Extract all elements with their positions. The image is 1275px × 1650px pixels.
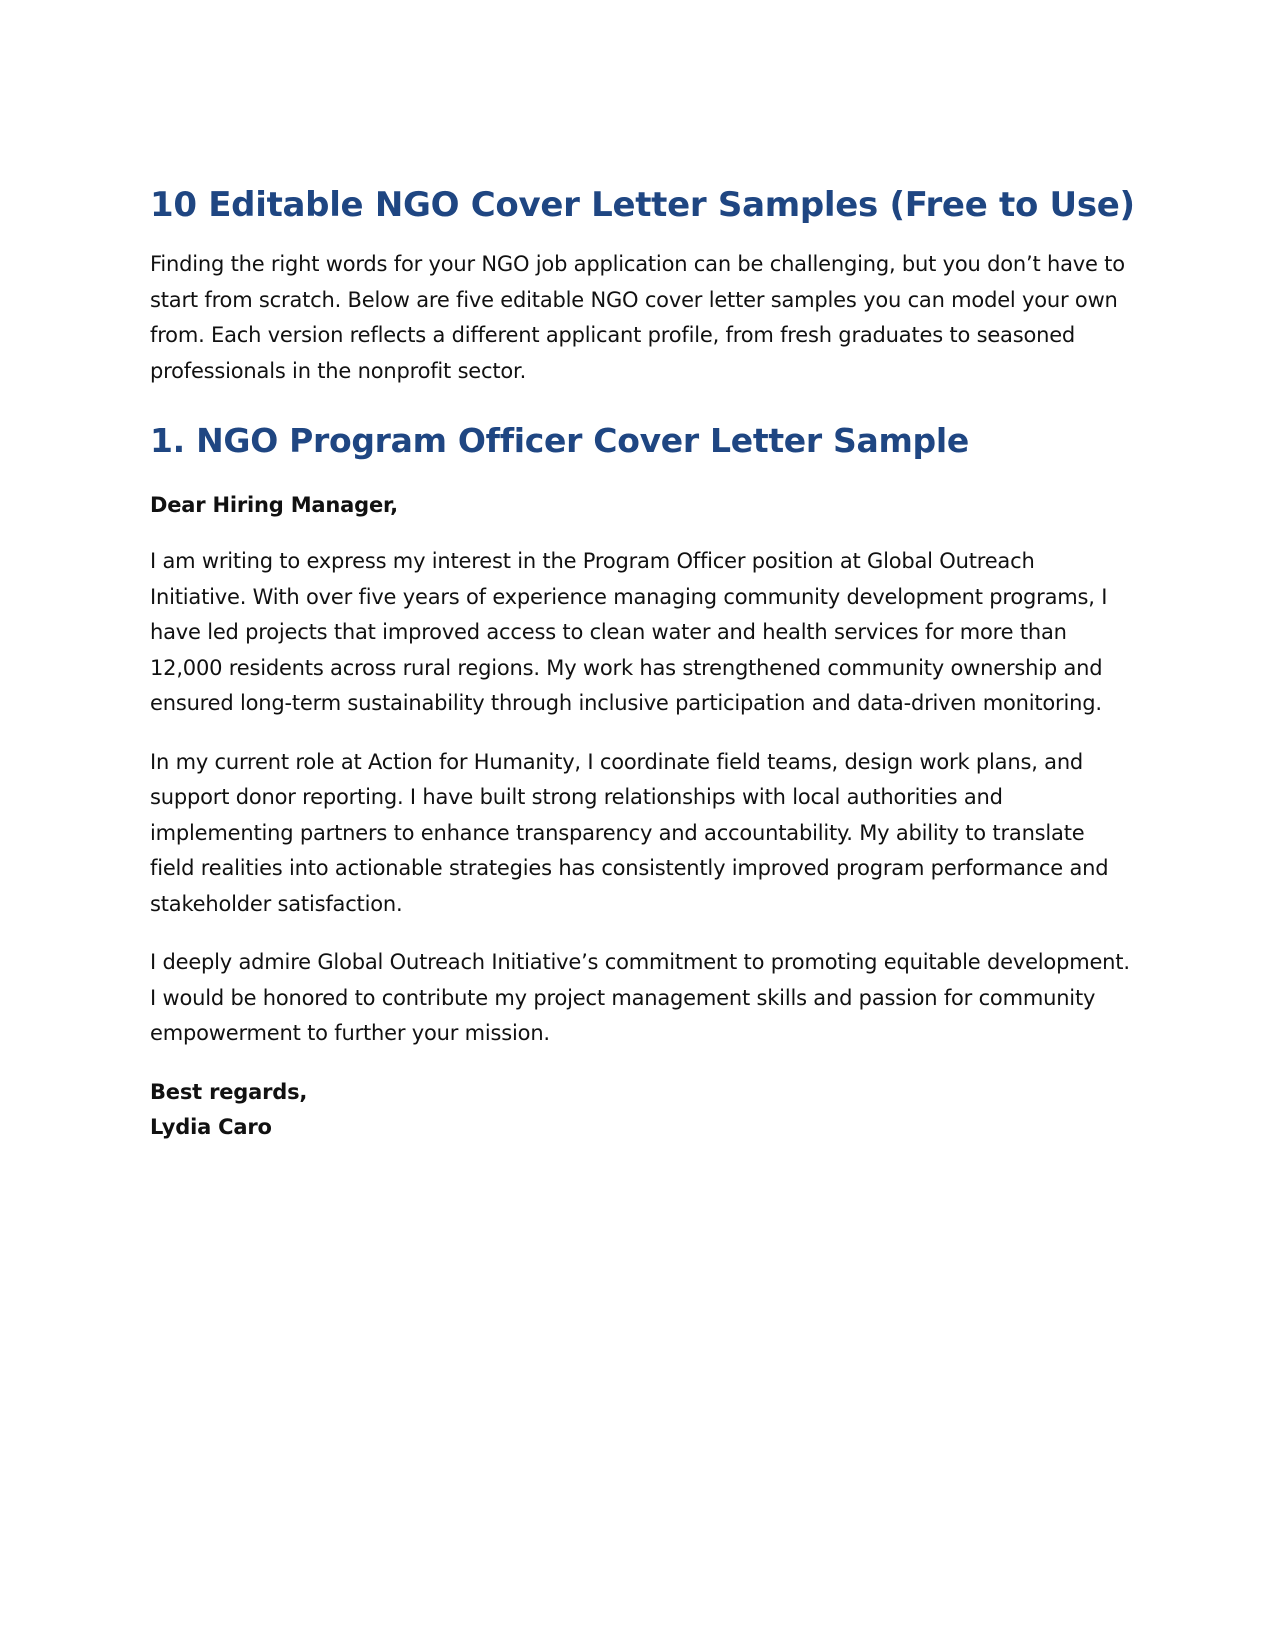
letter-paragraph-3: I deeply admire Global Outreach Initiative’s commitment to promoting equitable development. I would be honored to contribute my project management skills and passion for community empowerment to further your mission.	[150, 950, 1130, 1045]
letter-paragraph-2: In my current role at Action for Humanity, I coordinate field teams, design work plans, and support donor reporting. I have built strong relationships with local authorities and implementing partners to enhance transparency and accountability. My ability to translate field realities into actionable strategies has consistently improved program performance and stakeholder satisfaction.	[150, 749, 1109, 916]
document-page	[150, 183, 1135, 1145]
document-title: 10 Editable NGO Cover Letter Samples (Free to Use)	[150, 185, 1135, 225]
cover-letter-sample-1	[150, 419, 1135, 1145]
intro-paragraph: Finding the right words for your NGO job application can be challenging, but you don’t have to start from scratch. Below are five editable NGO cover letter samples you can model your own from. Each version reflects a different applicant profile, from fresh graduates to seasoned professionals in the nonprofit sector.	[150, 252, 1125, 383]
closing: Best regards,	[150, 1079, 308, 1104]
salutation: Dear Hiring Manager,	[150, 493, 398, 517]
signature: Lydia Caro	[150, 1114, 272, 1139]
letter-paragraph-1: I am writing to express my interest in the Program Officer position at Global Outreach Initiative. With over five years of experience managing community development programs, I have led projects that improved access to clean water and health services for more than 12,000 residents across rural regions. My work has strengthened community ownership and ensured long-term sustainability through inclusive participation and data-driven monitoring.	[150, 549, 1108, 715]
section-heading: 1. NGO Program Officer Cover Letter Sample	[150, 421, 969, 460]
